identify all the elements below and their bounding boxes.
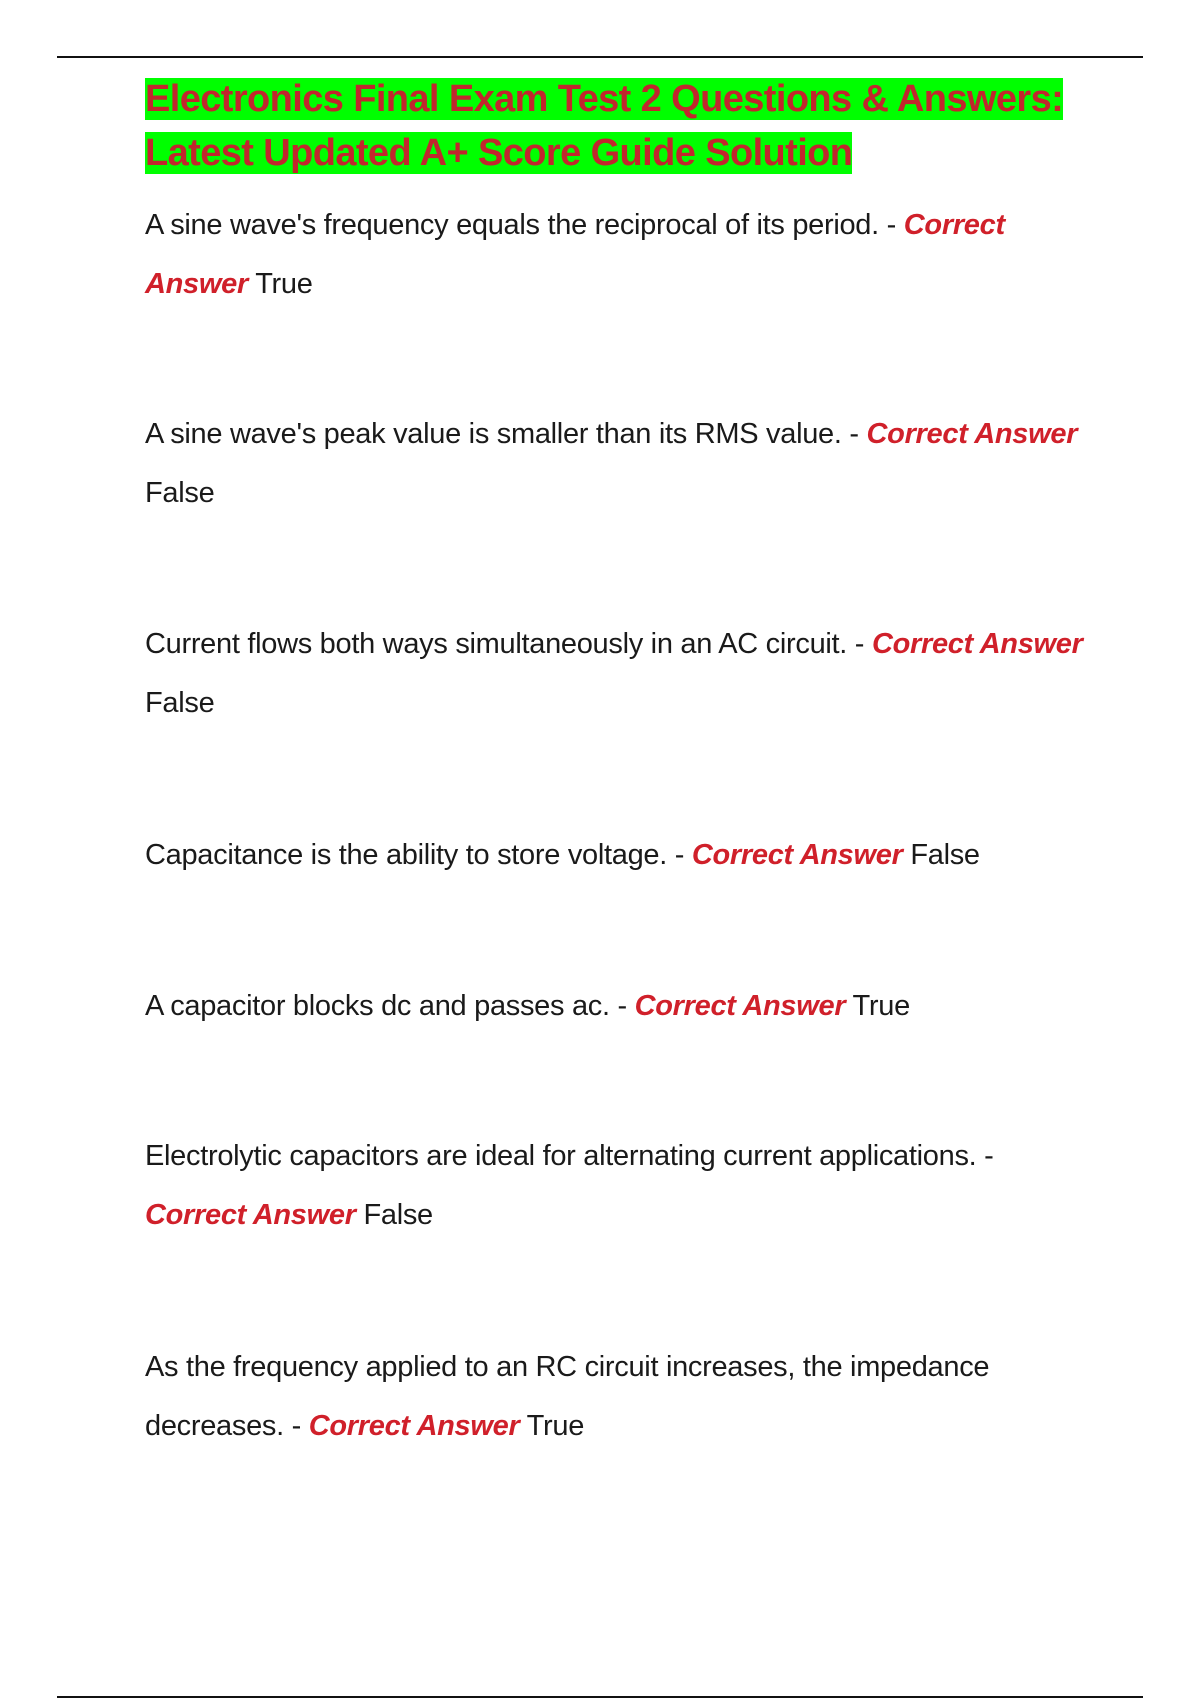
question-text: A sine wave's frequency equals the reciprocal of its period. -: [145, 209, 897, 241]
answer-text: True: [526, 1410, 585, 1442]
qa-item: [145, 196, 1085, 314]
question-text: As the frequency applied to an RC circuit increases, the impedance decreases. -: [145, 1351, 990, 1442]
qa-item: [145, 1127, 1085, 1245]
qa-item: [145, 405, 1085, 523]
answer-text: False: [363, 1199, 433, 1231]
qa-item: [145, 977, 1085, 1036]
qa-item: [145, 615, 1085, 733]
answer-text: False: [145, 687, 215, 719]
answer-text: True: [852, 990, 910, 1022]
top-rule: [57, 56, 1143, 58]
correct-answer-label: Correct Answer: [145, 1199, 356, 1231]
answer-text: True: [255, 268, 313, 300]
correct-answer-label: Correct Answer: [691, 839, 903, 871]
correct-answer-label: Correct Answer: [308, 1410, 520, 1442]
answer-text: False: [910, 839, 980, 871]
correct-answer-label: Correct Answer: [634, 990, 846, 1022]
correct-answer-label: Correct Answer: [145, 209, 1005, 300]
question-text: A capacitor blocks dc and passes ac. -: [145, 990, 627, 1022]
answer-text: False: [145, 477, 215, 509]
question-text: Capacitance is the ability to store voltage. -: [145, 839, 685, 871]
page-title: Electronics Final Exam Test 2 Questions & Answers: Latest Updated A+ Score Guide Solution: [145, 78, 1064, 174]
qa-item: [145, 826, 1085, 885]
question-text: Electrolytic capacitors are ideal for alternating current applications. -: [145, 1140, 994, 1172]
correct-answer-label: Correct Answer: [866, 418, 1078, 450]
question-text: Current flows both ways simultaneously in an AC circuit. -: [145, 628, 865, 660]
qa-item: [145, 1338, 1085, 1456]
correct-answer-label: Correct Answer: [871, 628, 1083, 660]
title-block: [145, 72, 1085, 180]
bottom-rule: [57, 1696, 1143, 1698]
question-text: A sine wave's peak value is smaller than its RMS value. -: [145, 418, 859, 450]
